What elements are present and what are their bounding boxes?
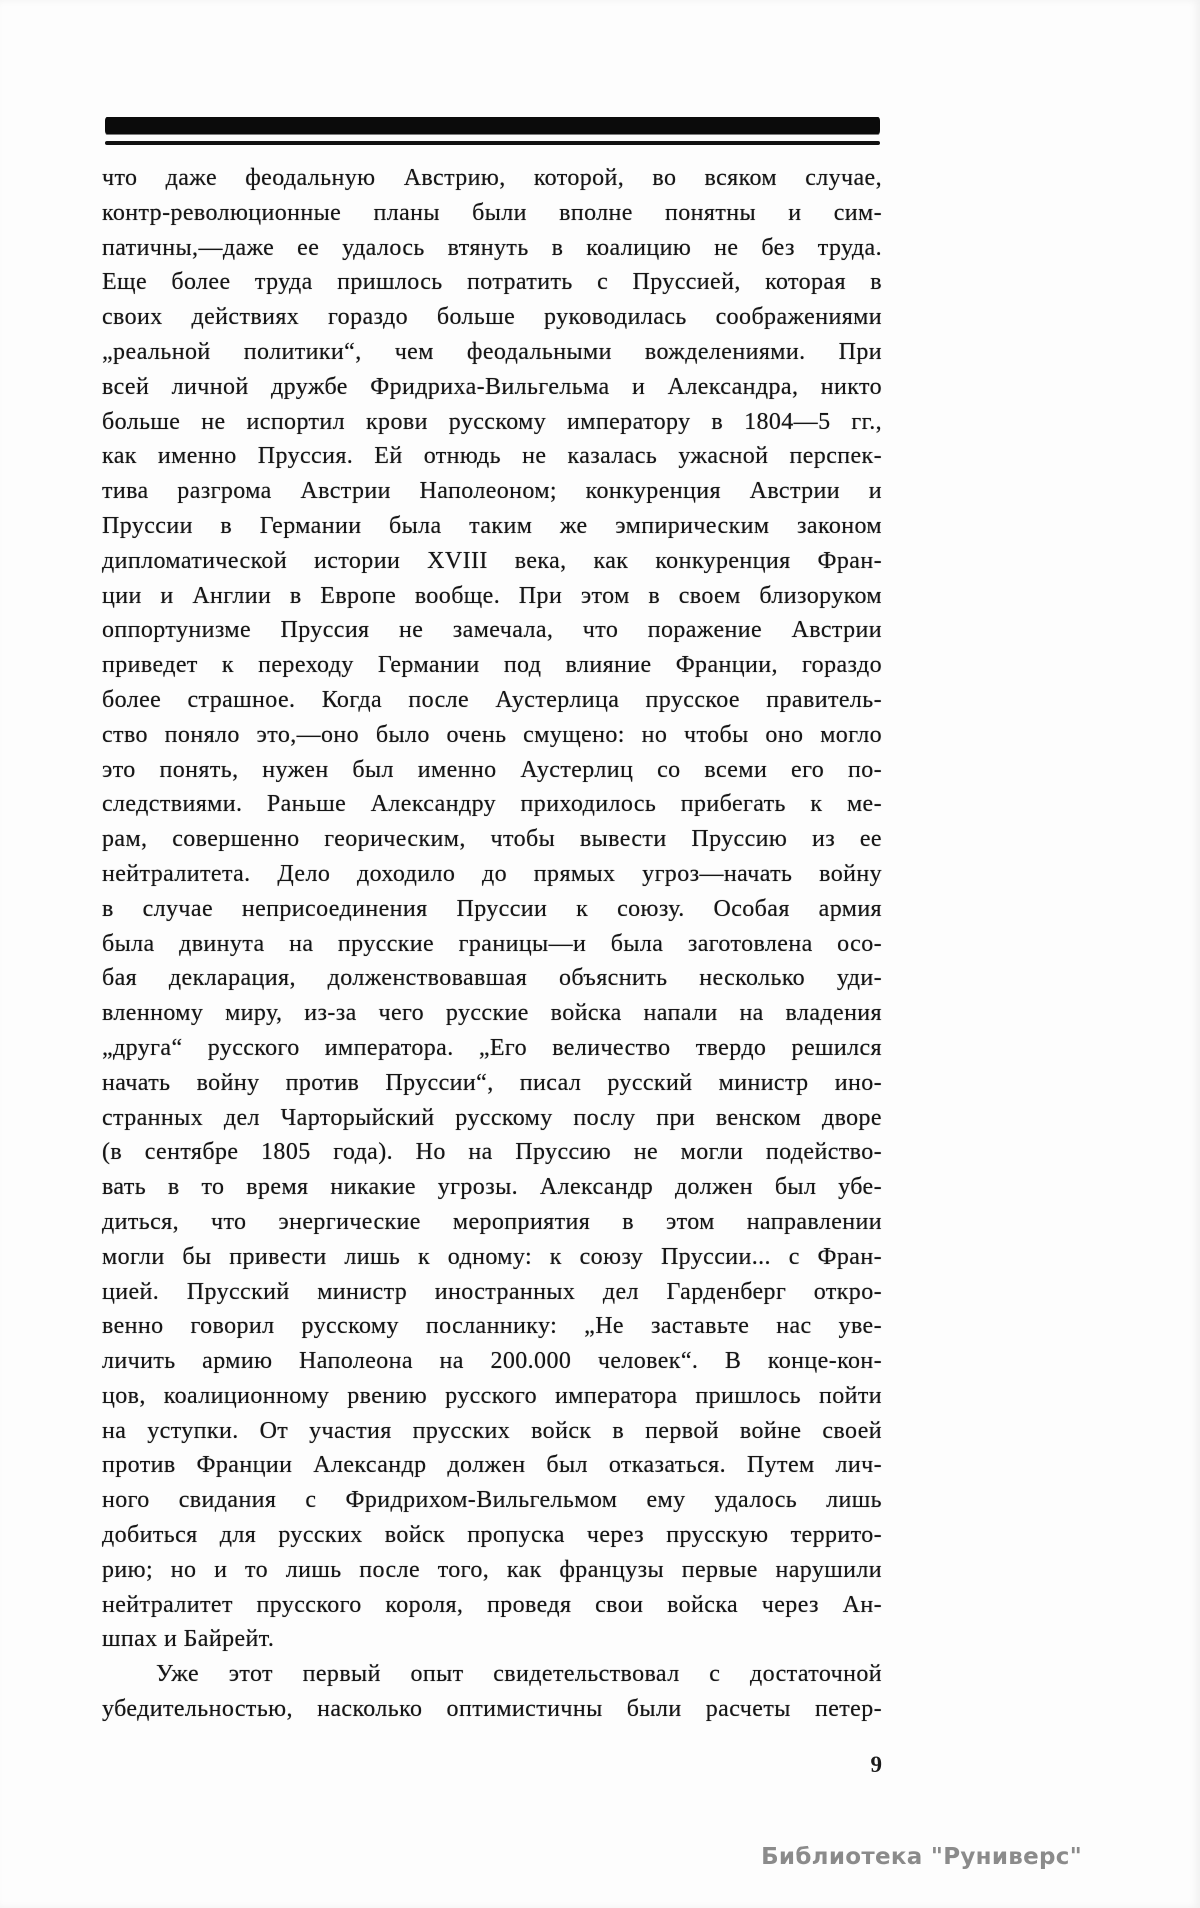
text-line: против Франции Александр должен был отказаться. Путем лич- [102,1452,882,1479]
text-line: Еще более труда пришлось потратить с Пруссией, которая в [102,269,882,296]
top-rule-thin-bar [105,141,880,145]
text-line: диться, что энергические мероприятия в этом направлении [102,1208,882,1235]
text-line: тива разгрома Австрии Наполеоном; конкуренция Австрии и [102,478,882,505]
text-line: всей личной дружбе Фридриха-Вильгельма и Александра, никто [102,373,882,400]
text-line: странных дел Чарторыйский русскому послу при венском дворе [102,1104,882,1131]
text-line: своих действиях гораздо больше руководилась соображениями [102,304,882,331]
text-line: убедительностью, насколько оптимистичны были расчеты петер- [102,1696,882,1723]
top-rule-thick-bar [105,117,880,134]
text-line: приведет к переходу Германии под влияние Франции, гораздо [102,652,882,679]
text-line: нейтралитета. Дело доходило до прямых угроз—начать войну [102,860,882,887]
text-line: цов, коалиционному рвению русского императора пришлось пойти [102,1382,882,1409]
text-line: вать в то время никакие угрозы. Александр должен был убе- [102,1174,882,1201]
text-line: на уступки. От участия прусских войск в первой войне своей [102,1417,882,1444]
text-line: начать войну против Пруссии“, писал русский министр ино- [102,1069,882,1096]
text-line: (в сентябре 1805 года). Но на Пруссию не могли подейство- [102,1139,882,1166]
text-line: что даже феодальную Австрию, которой, во всяком случае, [102,165,882,191]
text-line: это понять, нужен был именно Аустерлиц со всеми его по- [102,756,882,783]
text-line: Пруссии в Германии была таким же эмпирическим законом [102,512,882,539]
text-line: цией. Прусский министр иностранных дел Гарденберг откро- [102,1278,882,1305]
text-line: рам, совершенно георическим, чтобы вывести Пруссию из ее [102,826,882,853]
text-line: венно говорил русскому посланнику: „Не заставьте нас уве- [102,1313,882,1340]
page-number: 9 [870,1752,882,1777]
text-line: личить армию Наполеона на 200.000 человек“. В конце-кон- [102,1348,882,1375]
text-line: оппортунизме Пруссия не замечала, что поражение Австрии [102,617,882,644]
text-line: добиться для русских войск пропуска через прусскую террито- [102,1522,882,1549]
text-line: нейтралитет прусского короля, проведя свои войска через Ан- [102,1591,882,1618]
text-line: вленному миру, из-за чего русские войска напали на владения [102,1000,882,1027]
text-line: была двинута на прусские границы—и была заготовлена осо- [102,930,882,957]
text-line: „реальной политики“, чем феодальными вожделениями. При [102,338,882,365]
text-line: более страшное. Когда после Аустерлица прусское правитель- [102,686,882,713]
text-line: бая декларация, долженствовавшая объяснить несколько уди- [102,965,882,992]
text-line: следствиями. Раньше Александру приходилось прибегать к ме- [102,791,882,818]
text-line: „друга“ русского императора. „Его величество твердо решился [102,1034,882,1061]
text-line: шпах и Байрейт. [102,1626,275,1653]
library-watermark: Библиотека "Руниверс" [761,1844,1082,1870]
text-line: контр-революционные планы были вполне понятны и сим- [102,199,882,226]
text-line: дипломатической истории XVIII века, как конкуренция Фран- [102,547,882,574]
text-line: ции и Англии в Европе вообще. При этом в своем близоруком [102,582,882,609]
text-line: в случае неприсоединения Пруссии к союзу. Особая армия [102,895,882,922]
text-line: Уже этот первый опыт свидетельствовал с достаточной [156,1661,882,1688]
text-line: ного свидания с Фридрихом-Вильгельмом ему удалось лишь [102,1487,882,1514]
top-rule [105,117,880,145]
text-line: могли бы привести лишь к одному: к союзу Пруссии... с Фран- [102,1243,882,1270]
text-line: больше не испортил крови русскому императору в 1804—5 гг., [102,408,882,435]
text-line: рию; но и то лишь после того, как французы первые нарушили [102,1556,882,1583]
text-line: ство поняло это,—оно было очень смущено: но чтобы оно могло [102,721,882,748]
body-text [102,161,882,1727]
text-line: патичны,—даже ее удалось втянуть в коалицию не без труда. [102,234,882,261]
text-line: как именно Пруссия. Ей отнюдь не казалась ужасной перспек- [102,443,882,470]
